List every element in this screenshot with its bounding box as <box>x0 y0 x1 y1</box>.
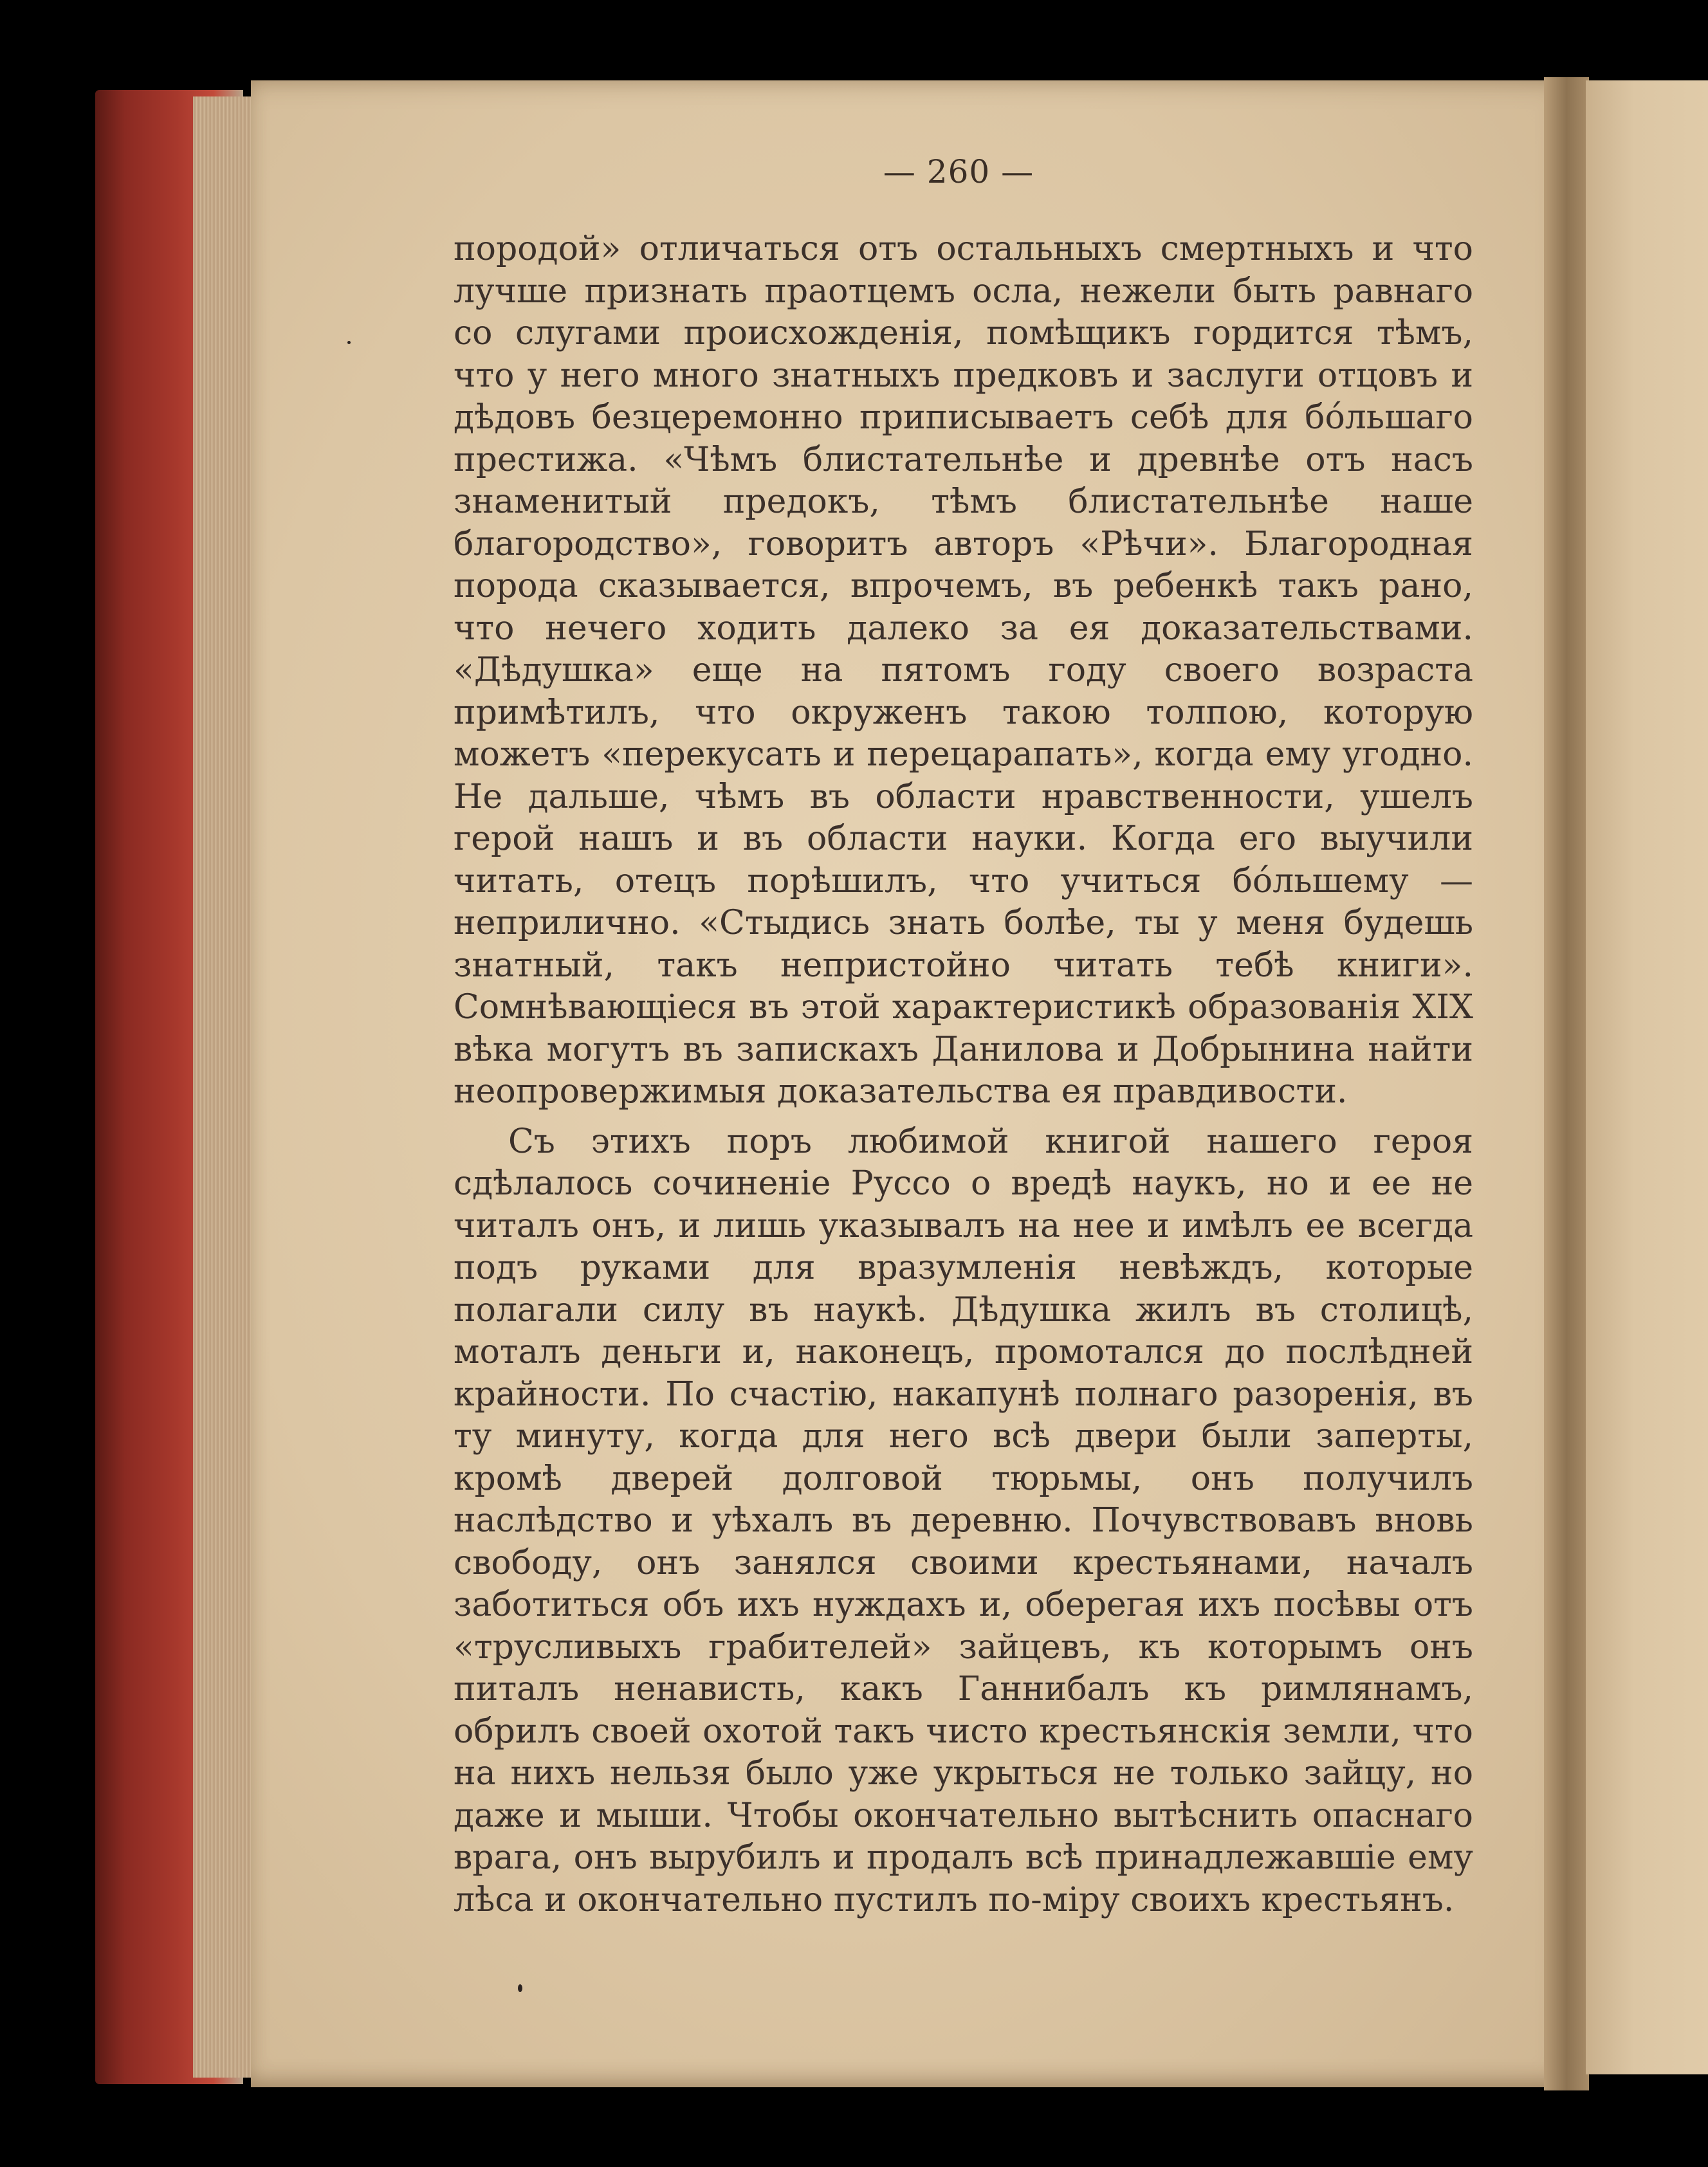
facing-page-edge <box>1586 80 1708 2074</box>
paragraph-1: породой» отличаться отъ остальныхъ смертныхъ и что лучше признать праотцемъ осла, нежели быть равнаго со слугами происхожденія, помѣщикъ гордится тѣмъ, что у него много знатныхъ предковъ и заслуги отцовъ и дѣдовъ безцеремонно приписываетъ себѣ для бо́льшаго престижа. «Чѣмъ блистательнѣе и древнѣе отъ насъ знаменитый предокъ, тѣмъ блистательнѣе наше благородство», говоритъ авторъ «Рѣчи». Благородная порода сказывается, впрочемъ, въ ребенкѣ такъ рано, что нечего ходить далеко за ея доказательствами. «Дѣдушка» еще на пятомъ году своего возраста примѣтилъ, что окруженъ такою толпою, которую можетъ «перекусать и перецарапать», когда ему угодно. Не дальше, чѣмъ въ области нравственности, ушелъ герой нашъ и въ области науки. Когда его выучили читать, отецъ порѣшилъ, что учиться бо́льшему — неприлично. «Стыдись знать болѣе, ты у меня будешь знатный, такъ непристойно читать тебѣ книги». Сомнѣвающіеся въ этой характеристикѣ образованія XIX вѣка могутъ въ запискахъ Данилова и Добрынина найти неопровержимыя доказательства ея правдивости. <box>454 230 1473 1111</box>
body-text <box>454 228 1473 1921</box>
ink-speck <box>347 341 351 344</box>
page-number: — 260 — <box>883 153 1034 190</box>
ink-speck <box>518 1984 522 1992</box>
book-gutter <box>1544 77 1589 2090</box>
book-page-stack <box>193 96 251 2078</box>
paragraph-2: Съ этихъ поръ любимой книгой нашего героя сдѣлалось сочиненіе Руссо о вредѣ наукъ, но и ее не читалъ онъ, и лишь указывалъ на нее и имѣлъ ее всегда подъ руками для вразумленія невѣждъ, которые полагали силу въ наукѣ. Дѣдушка жилъ въ столицѣ, моталъ деньги и, наконецъ, промотался до послѣдней крайности. По счастію, накапунѣ полнаго разоренія, въ ту минуту, когда для него всѣ двери были заперты, кромѣ дверей долговой тюрьмы, онъ получилъ наслѣдство и уѣхалъ въ деревню. Почувствовавъ вновь свободу, онъ занялся своими крестьянами, началъ заботиться объ ихъ нуждахъ и, оберегая ихъ посѣвы отъ «трусливыхъ грабителей» зайцевъ, къ которымъ онъ питалъ ненависть, какъ Ганнибалъ къ римлянамъ, обрилъ своей охотой такъ чисто крестьянскія земли, что на нихъ нельзя было уже укрыться не только зайцу, но даже и мыши. Чтобы окончательно вытѣснить опаснаго врага, онъ вырубилъ и продалъ всѣ принадлежавшіе ему лѣса и окончательно пустилъ по-міру своихъ крестьянъ. <box>454 1122 1473 1919</box>
